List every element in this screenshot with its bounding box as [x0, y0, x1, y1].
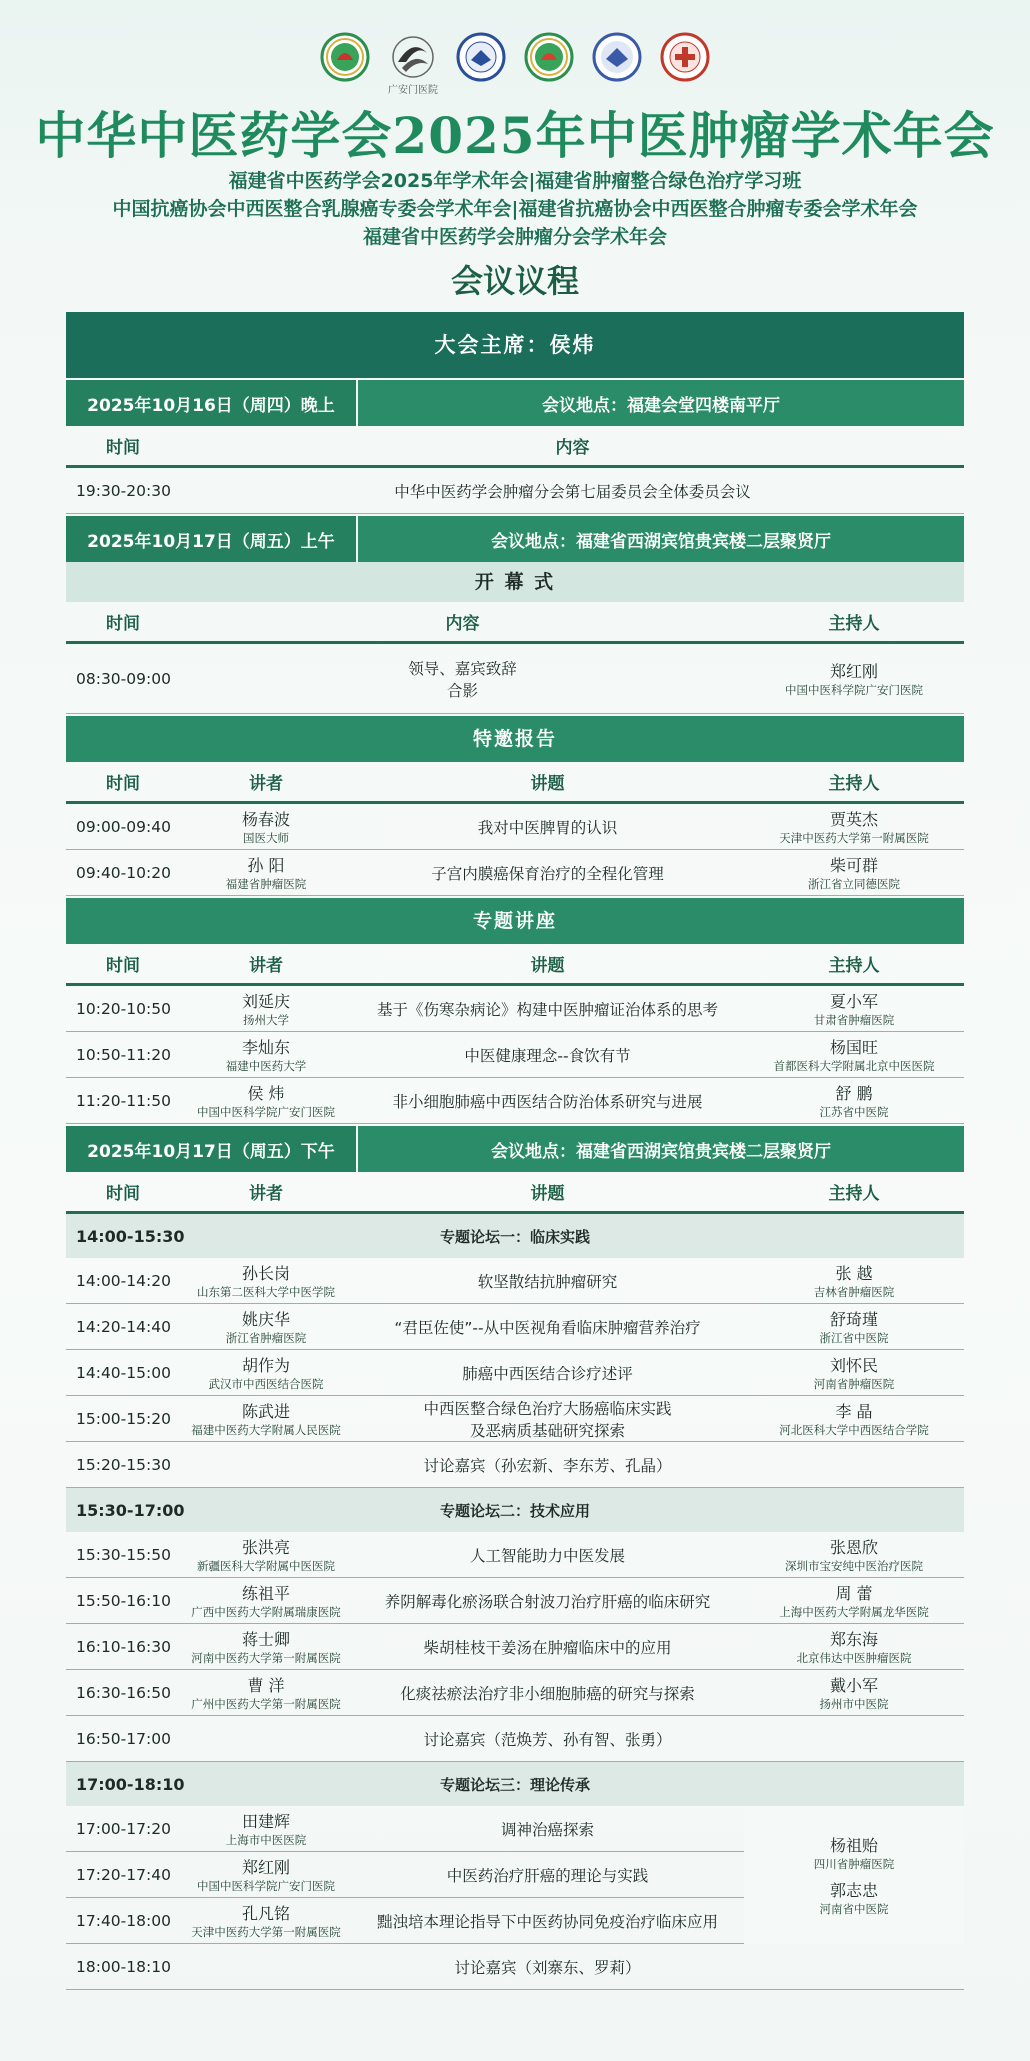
topic-line: 软坚散结抗肿瘤研究: [477, 1272, 618, 1291]
content-line: 合影: [446, 681, 478, 700]
host-name: 戴小军: [829, 1676, 878, 1695]
page-title: 中华中医药学会2025年中医肿瘤学术年会: [35, 106, 995, 165]
date-bar-day2am: [66, 516, 964, 562]
association-logo-icon: [320, 32, 370, 82]
topic-line: 我对中医脾胃的认识: [477, 818, 618, 837]
venue-label: 会议地点：福建省西湖宾馆贵宾楼二层聚贤厅: [358, 516, 964, 562]
speaker-name: 孙 阳: [247, 856, 285, 875]
header-host: 主持人: [828, 614, 880, 634]
header-speaker: 讲者: [249, 1184, 283, 1204]
forum-name: 专题论坛二：技术应用: [439, 1501, 590, 1520]
speaker-name: 胡作为: [241, 1356, 290, 1375]
row-time: 15:50-16:10: [76, 1591, 171, 1610]
table-header: [66, 426, 964, 468]
speaker-name: 张洪亮: [241, 1538, 290, 1557]
row-speaker: [181, 1673, 351, 1712]
row-speaker: [181, 1307, 351, 1346]
topic-line: 讨论嘉宾（范焕芳、孙有智、张勇）: [423, 1730, 672, 1749]
row-topic: [351, 1454, 744, 1476]
row-topic: [351, 1090, 744, 1112]
topic-line: 养阴解毒化瘀汤联合射波刀治疗肝癌的临床研究: [384, 1592, 711, 1611]
header-content: 内容: [445, 614, 480, 634]
header-host: 主持人: [828, 774, 880, 794]
date-bar-day2pm: [66, 1126, 964, 1172]
row-host: [744, 1399, 964, 1438]
row-host: [744, 1307, 964, 1346]
row-time: 16:30-16:50: [76, 1683, 171, 1702]
row-topic: [351, 1864, 744, 1886]
row-speaker: [181, 1809, 351, 1848]
table-row: [66, 850, 964, 896]
row-host: [744, 1627, 964, 1666]
row-speaker: [181, 1581, 351, 1620]
header-time: 时间: [106, 956, 140, 976]
row-speaker: [181, 1353, 351, 1392]
row-time: 09:40-10:20: [76, 863, 171, 882]
speaker-name: 孔凡铭: [241, 1904, 290, 1923]
host-name: 杨国旺: [829, 1038, 878, 1057]
opening-section-title: 开 幕 式: [66, 562, 964, 602]
speaker-org: 中国中医科学院广安门医院: [197, 1105, 335, 1119]
table-header: [66, 1172, 964, 1214]
topic-line: 基于《伤寒杂病论》构建中医肿瘤证治体系的思考: [376, 1000, 718, 1019]
row-topic: [351, 1956, 744, 1978]
topic-line: 非小细胞肺癌中西医结合防治体系研究与进展: [392, 1092, 703, 1111]
row-topic: [351, 1397, 744, 1441]
row-topic: [351, 816, 744, 838]
topic-line: 讨论嘉宾（刘寨东、罗莉）: [454, 1958, 641, 1977]
agenda-table: [66, 312, 964, 1990]
host-name: 贾英杰: [829, 810, 878, 829]
table-row: [66, 1396, 964, 1442]
speaker-name: 姚庆华: [241, 1310, 290, 1329]
speaker-org: 福建中医药大学: [225, 1059, 307, 1073]
row-time: 16:50-17:00: [76, 1729, 171, 1748]
host-org: 首都医科大学附属北京中医医院: [773, 1059, 935, 1073]
subtitle-3: 福建省中医药学会肿瘤分会学术年会: [362, 226, 667, 248]
row-content: [181, 657, 744, 701]
table-row: [66, 1670, 964, 1716]
header-content: 内容: [555, 438, 590, 458]
row-host: [744, 1673, 964, 1712]
row-content: 中华中医药学会肿瘤分会第七届委员会全体委员会议: [394, 482, 751, 501]
speaker-name: 蒋士卿: [241, 1630, 290, 1649]
host-name: 周 蕾: [835, 1584, 873, 1603]
host-org: 深圳市宝安纯中医治疗医院: [785, 1559, 923, 1573]
row-speaker: [181, 1535, 351, 1574]
forum-1-header: [66, 1214, 964, 1258]
topic-line: 子宫内膜癌保育治疗的全程化管理: [431, 864, 664, 883]
host-org: 河南省中医院: [819, 1902, 889, 1916]
host-name: 郑红刚: [829, 662, 878, 681]
row-time: 17:20-17:40: [76, 1865, 171, 1884]
speaker-org: 山东第二医科大学中医学院: [197, 1285, 335, 1299]
subtitle-2: 中国抗癌协会中西医整合乳腺癌专委会学术年会|福建省抗癌协会中西医整合肿瘤专委会学术年会: [112, 198, 918, 220]
host-name: 郑东海: [829, 1630, 878, 1649]
table-row: [66, 644, 964, 714]
speaker-org: 天津中医药大学第一附属医院: [191, 1925, 341, 1939]
topic-line: 调神治癌探索: [500, 1820, 594, 1839]
venue-label: 会议地点：福建省西湖宾馆贵宾楼二层聚贤厅: [358, 1126, 964, 1172]
association-logo-icon-2: [524, 32, 574, 82]
header-speaker: 讲者: [249, 956, 283, 976]
row-time: 08:30-09:00: [76, 669, 171, 688]
row-host: [744, 1261, 964, 1300]
row-speaker: [181, 1627, 351, 1666]
row-time: 15:20-15:30: [76, 1455, 171, 1474]
table-row: [66, 1944, 964, 1990]
host-org: 河北医科大学中西医结合学院: [779, 1423, 929, 1437]
header-speaker: 讲者: [249, 774, 283, 794]
host-org: 四川省肿瘤医院: [813, 1857, 895, 1871]
row-topic: [351, 1044, 744, 1066]
table-row: [66, 468, 964, 514]
header-topic: 讲题: [530, 1184, 565, 1204]
topic-line: 黜浊培本理论指导下中医药协同免疫治疗临床应用: [376, 1912, 718, 1931]
speaker-name: 李灿东: [241, 1038, 290, 1057]
date-label: 2025年10月17日（周五）上午: [66, 516, 356, 562]
host-name: 夏小军: [829, 992, 878, 1011]
row-host: [744, 1035, 964, 1074]
forum-2-header: [66, 1488, 964, 1532]
host-org: 上海中医药大学附属龙华医院: [779, 1605, 929, 1619]
topic-line: 及恶病质基础研究探索: [469, 1421, 625, 1440]
row-speaker: [181, 1855, 351, 1894]
row-topic: [351, 1362, 744, 1384]
row-time: 14:00-14:20: [76, 1271, 171, 1290]
forum-time: 14:00-15:30: [76, 1226, 185, 1246]
speaker-org: 中国中医科学院广安门医院: [197, 1879, 335, 1893]
header-time: 时间: [106, 1184, 140, 1204]
speaker-name: 曹 洋: [247, 1676, 285, 1695]
row-time: 09:00-09:40: [76, 817, 171, 836]
hospital-logo-icon: [660, 32, 710, 82]
table-row: [66, 1532, 964, 1578]
row-time: 11:20-11:50: [76, 1091, 171, 1110]
row-speaker: [181, 1035, 351, 1074]
host-name: 郭志忠: [829, 1881, 878, 1900]
header-host: 主持人: [828, 1184, 880, 1204]
speaker-name: 田建辉: [241, 1812, 290, 1831]
host-name: 舒 鹏: [835, 1084, 873, 1103]
topic-line: 柴胡桂枝干姜汤在肿瘤临床中的应用: [423, 1638, 672, 1657]
speaker-name: 练祖平: [241, 1584, 290, 1603]
row-time: 18:00-18:10: [76, 1957, 171, 1976]
row-speaker: [181, 989, 351, 1028]
row-host: [744, 659, 964, 698]
topic-line: 讨论嘉宾（孙宏新、李东芳、孔晶）: [423, 1456, 672, 1475]
host-org: 吉林省肿瘤医院: [813, 1285, 895, 1299]
header-time: 时间: [106, 438, 140, 458]
host-org: 浙江省中医院: [819, 1331, 889, 1345]
row-host: [744, 1353, 964, 1392]
subtitle-1: 福建省中医药学会2025年学术年会|福建省肿瘤整合绿色治疗学习班: [228, 170, 802, 192]
forum-name: 专题论坛一：临床实践: [439, 1227, 590, 1246]
chair-bar: 大会主席：侯炜: [66, 312, 964, 378]
host-org: 河南省肿瘤医院: [813, 1377, 895, 1391]
table-row: [66, 1078, 964, 1124]
date-label: 2025年10月17日（周五）下午: [66, 1126, 356, 1172]
speaker-org: 福建中医药大学附属人民医院: [191, 1423, 341, 1437]
host-org: 浙江省立同德医院: [808, 877, 900, 891]
row-speaker: [181, 1901, 351, 1940]
keynote-section-title: 特邀报告: [66, 716, 964, 762]
speaker-org: 广州中医药大学第一附属医院: [191, 1697, 341, 1711]
row-topic: [351, 1910, 744, 1932]
host-org: 北京伟达中医肿瘤医院: [796, 1651, 912, 1665]
host-name: 舒琦瑾: [829, 1310, 878, 1329]
host-org: 扬州市中医院: [819, 1697, 889, 1711]
speaker-org: 国医大师: [243, 831, 289, 845]
forum-3-body: [66, 1806, 964, 1990]
host-name: 张恩欣: [829, 1538, 878, 1557]
speaker-org: 新疆医科大学附属中医医院: [197, 1559, 335, 1573]
row-topic: [351, 1544, 744, 1566]
row-host: [744, 1581, 964, 1620]
row-host: [744, 1535, 964, 1574]
host-org: 甘肃省肿瘤医院: [813, 1013, 895, 1027]
speaker-name: 陈武进: [241, 1402, 290, 1421]
topic-line: 肺癌中西医结合诊疗述评: [462, 1364, 633, 1383]
table-row: [66, 1304, 964, 1350]
lecture-section-title: 专题讲座: [66, 898, 964, 944]
speaker-name: 孙长岗: [241, 1264, 290, 1283]
row-speaker: [181, 1261, 351, 1300]
row-time: 10:20-10:50: [76, 999, 171, 1018]
venue-label: 会议地点：福建会堂四楼南平厅: [358, 380, 964, 426]
row-time: 15:00-15:20: [76, 1409, 171, 1428]
row-topic: [351, 862, 744, 884]
table-header: [66, 602, 964, 644]
speaker-name: 侯 炜: [247, 1084, 285, 1103]
topic-line: 中医健康理念--食饮有节: [464, 1046, 631, 1065]
row-topic: [351, 1682, 744, 1704]
guanganmen-logo-icon: [388, 32, 438, 96]
table-row: [66, 1442, 964, 1488]
anticancer-logo-icon: [456, 32, 506, 82]
host-org: 中国中医科学院广安门医院: [785, 683, 923, 697]
speaker-org: 武汉市中西医结合医院: [208, 1377, 324, 1391]
forum-name: 专题论坛三：理论传承: [439, 1775, 590, 1794]
table-header: [66, 762, 964, 804]
row-host: [744, 853, 964, 892]
host-org: 江苏省中医院: [819, 1105, 889, 1119]
row-time: 14:40-15:00: [76, 1363, 171, 1382]
row-topic: [351, 1316, 744, 1338]
header-time: 时间: [106, 614, 140, 634]
row-time: 17:00-17:20: [76, 1819, 171, 1838]
row-topic: [351, 1818, 744, 1840]
row-host: [744, 1081, 964, 1120]
topic-line: 中西医整合绿色治疗大肠癌临床实践: [423, 1399, 672, 1418]
table-row: [66, 1032, 964, 1078]
header-topic: 讲题: [530, 774, 565, 794]
anticancer-logo-icon-2: [592, 32, 642, 82]
row-topic: [351, 1590, 744, 1612]
row-time: 16:10-16:30: [76, 1637, 171, 1656]
row-topic: [351, 1270, 744, 1292]
logo-caption: 广安门医院: [388, 85, 438, 96]
speaker-org: 扬州大学: [243, 1013, 289, 1027]
row-time: 19:30-20:30: [76, 481, 171, 500]
row-time: 17:40-18:00: [76, 1911, 171, 1930]
speaker-name: 郑红刚: [241, 1858, 290, 1877]
date-label: 2025年10月16日（周四）晚上: [66, 380, 356, 426]
host-name: 柴可群: [829, 856, 878, 875]
speaker-name: 刘延庆: [241, 992, 290, 1011]
topic-line: 中医药治疗肝癌的理论与实践: [446, 1866, 649, 1885]
forum-3-header: [66, 1762, 964, 1806]
table-header: [66, 944, 964, 986]
table-row: [66, 1624, 964, 1670]
forum-time: 15:30-17:00: [76, 1500, 185, 1520]
speaker-org: 上海市中医医院: [225, 1833, 307, 1847]
header-time: 时间: [106, 774, 140, 794]
topic-line: “君臣佐使”--从中医视角看临床肿瘤营养治疗: [394, 1318, 701, 1337]
topic-line: 化痰祛瘀法治疗非小细胞肺癌的研究与探索: [400, 1684, 695, 1703]
table-row: [66, 986, 964, 1032]
table-row: [66, 1578, 964, 1624]
row-topic: [351, 998, 744, 1020]
host-name: 张 越: [835, 1264, 873, 1283]
row-time: 14:20-14:40: [76, 1317, 171, 1336]
host-name: 杨祖贻: [829, 1836, 878, 1855]
date-bar-day1: [66, 380, 964, 426]
header-host: 主持人: [828, 956, 880, 976]
host-name: 刘怀民: [829, 1356, 878, 1375]
logo-strip: [0, 32, 1030, 96]
row-time: 10:50-11:20: [76, 1045, 171, 1064]
table-row: [66, 1258, 964, 1304]
host-name: 李 晶: [835, 1402, 873, 1421]
row-speaker: [181, 807, 351, 846]
row-topic: [351, 1636, 744, 1658]
host-org: 天津中医药大学第一附属医院: [779, 831, 929, 845]
content-line: 领导、嘉宾致辞: [408, 659, 517, 678]
row-speaker: [181, 853, 351, 892]
forum-3-hosts: [744, 1806, 964, 1944]
row-host: [744, 989, 964, 1028]
speaker-org: 福建省肿瘤医院: [225, 877, 307, 891]
speaker-org: 河南中医药大学第一附属医院: [191, 1651, 341, 1665]
row-speaker: [181, 1399, 351, 1438]
table-row: [66, 1716, 964, 1762]
row-host: [744, 807, 964, 846]
table-row: [66, 1350, 964, 1396]
speaker-name: 杨春波: [241, 810, 290, 829]
row-topic: [351, 1728, 744, 1750]
header-topic: 讲题: [530, 956, 565, 976]
agenda-heading: 会议议程: [450, 262, 579, 300]
row-speaker: [181, 1081, 351, 1120]
row-time: 15:30-15:50: [76, 1545, 171, 1564]
speaker-org: 广西中医药大学附属瑞康医院: [191, 1605, 341, 1619]
table-row: [66, 804, 964, 850]
forum-time: 17:00-18:10: [76, 1774, 185, 1794]
speaker-org: 浙江省肿瘤医院: [225, 1331, 307, 1345]
topic-line: 人工智能助力中医发展: [469, 1546, 625, 1565]
